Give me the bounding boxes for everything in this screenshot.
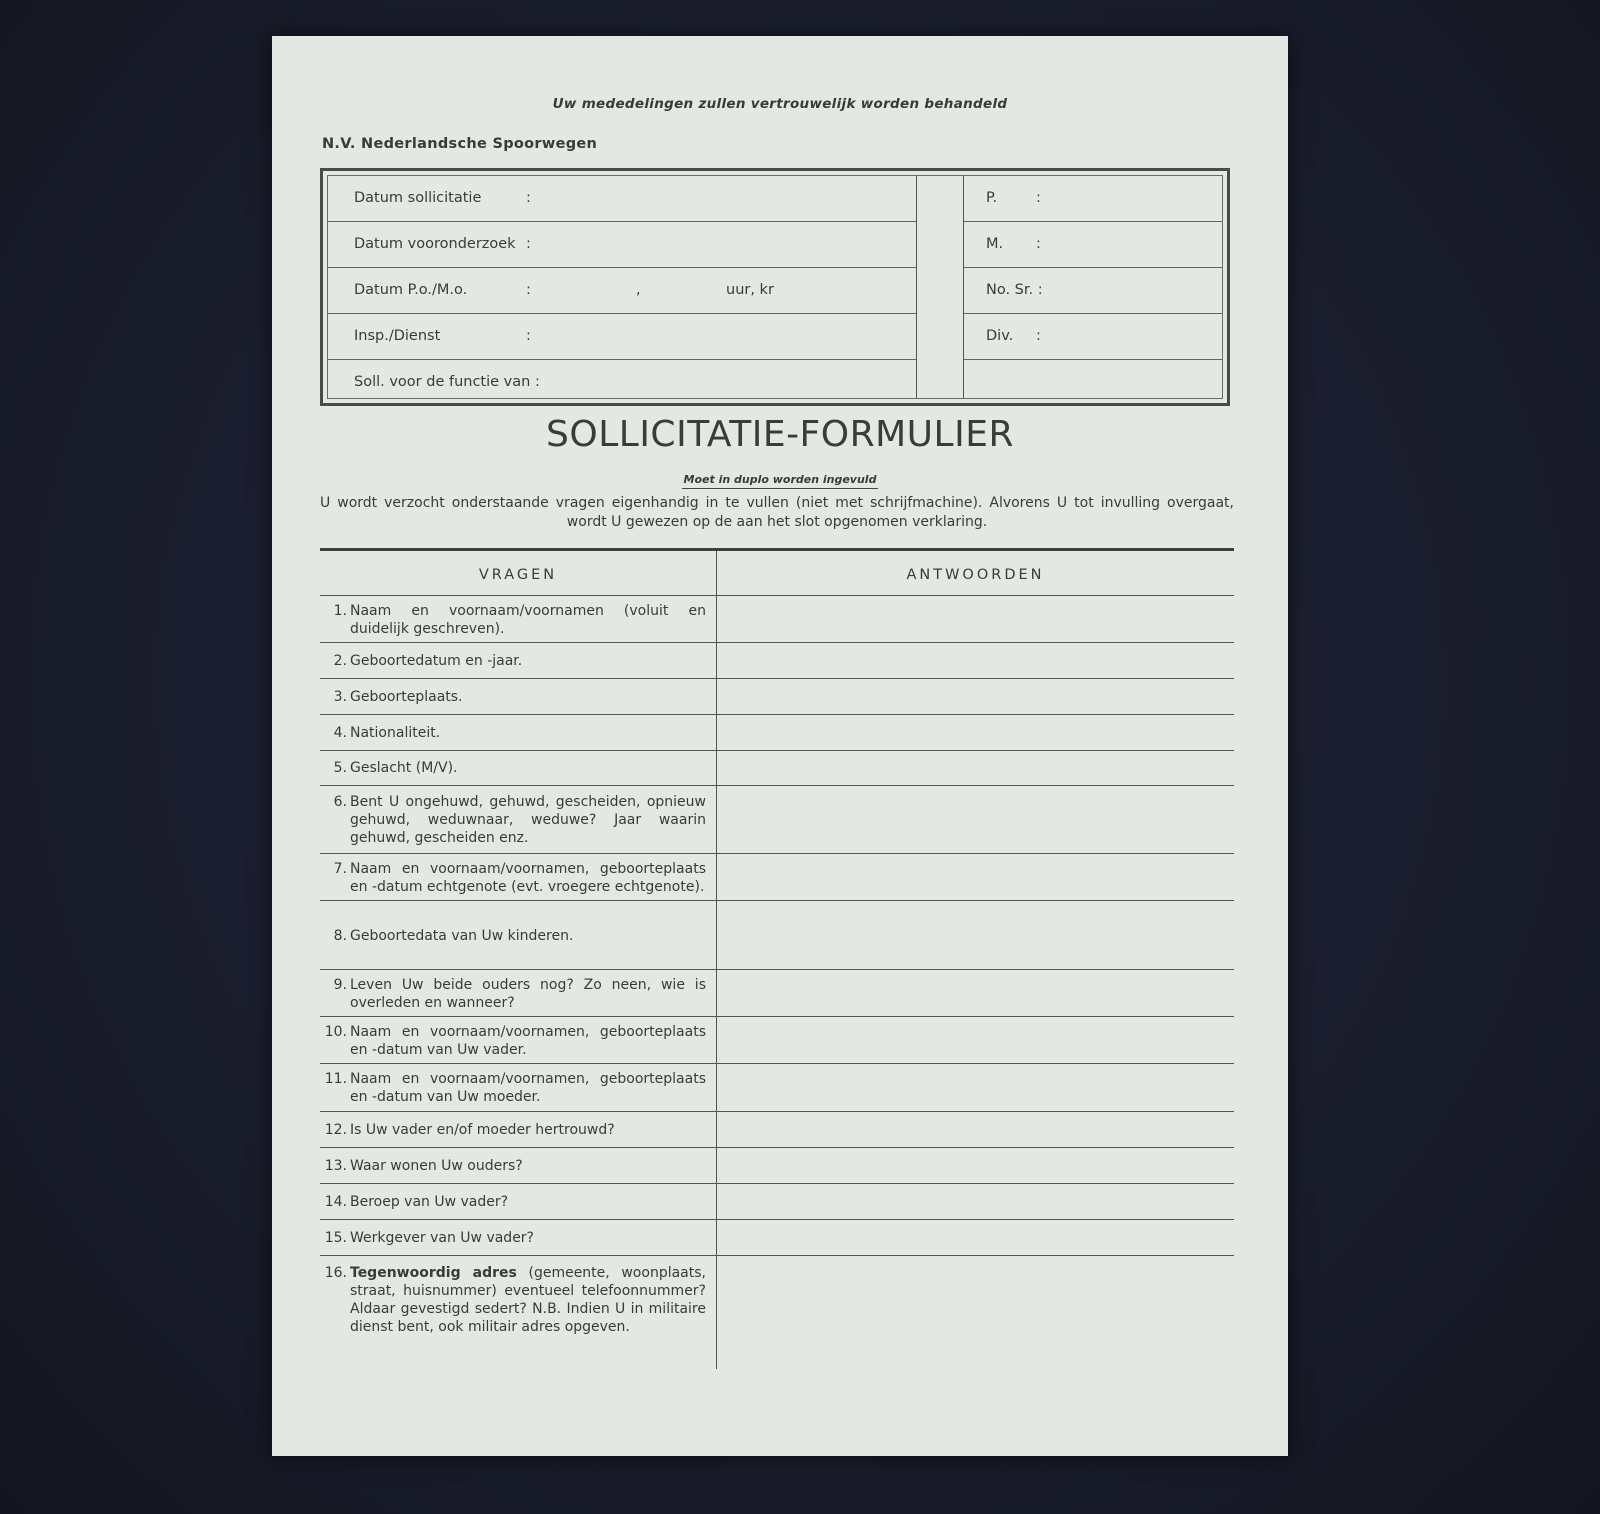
admin-label: P. [986,190,998,206]
admin-label: Datum P.o./M.o. [354,282,468,298]
admin-label: Div. [986,328,1014,344]
admin-label: No. Sr. : [986,282,1043,298]
answer-field-10[interactable] [717,1017,1234,1063]
admin-row-datum-sollicitatie[interactable] [328,176,916,222]
admin-row-insp-dienst[interactable] [328,314,916,360]
question-text-bold: Tegenwoordig adres [350,1265,517,1281]
admin-label: Soll. voor de functie van : [354,374,540,390]
question-text: Leven Uw beide ouders nog? Zo neen, wie is overleden en wanneer? [350,977,706,1011]
admin-row-empty[interactable] [964,360,1222,406]
answer-field-15[interactable] [717,1220,1234,1255]
answer-field-9[interactable] [717,970,1234,1016]
question-row-13 [320,1148,1234,1184]
admin-colon: : [526,328,531,344]
question-number: 6. [333,794,347,810]
question-row-3 [320,679,1234,715]
question-text: Is Uw vader en/of moeder hertrouwd? [350,1122,615,1138]
question-row-1 [320,596,1234,643]
admin-label: M. [986,236,1004,252]
question-row-6 [320,786,1234,854]
question-text [350,1264,706,1336]
question-text: Naam en voornaam/voornamen (voluit en duidelijk geschreven). [350,603,706,637]
question-row-5 [320,751,1234,786]
question-number: 8. [333,928,347,944]
company-name: N.V. Nederlandsche Spoorwegen [322,136,598,152]
answer-field-8[interactable] [717,901,1234,969]
admin-row-datum-po-mo[interactable] [328,268,916,314]
answer-field-14[interactable] [717,1184,1234,1219]
answer-field-2[interactable] [717,643,1234,678]
admin-label: Datum sollicitatie [354,190,482,206]
admin-left-section [328,176,917,398]
table-header [320,551,1234,596]
admin-row-div[interactable] [964,314,1222,360]
question-number: 1. [333,603,347,619]
header-vragen: VRAGEN [478,567,558,583]
question-text-rest: (gemeente, woonplaats, straat, huisnummer) eventueel telefoonnummer? Aldaar gevestigd sedert? N.B. Indien U in militaire dienst bent, ook militair adres opgeven. [350,1265,706,1335]
application-form-page [272,36,1288,1456]
question-text: Waar wonen Uw ouders? [350,1158,523,1174]
admin-row-m[interactable] [964,222,1222,268]
answer-field-12[interactable] [717,1112,1234,1147]
admin-colon: : [526,236,531,252]
question-text: Geboortedata van Uw kinderen. [350,928,574,944]
question-row-7 [320,854,1234,901]
question-number: 5. [333,760,347,776]
admin-colon: : [1036,190,1041,206]
question-number: 7. [333,861,347,877]
admin-label: Insp./Dienst [354,328,441,344]
admin-row-datum-vooronderzoek[interactable] [328,222,916,268]
admin-row-soll-functie[interactable] [328,360,916,406]
answer-field-7[interactable] [717,854,1234,900]
duplo-note: Moet in duplo worden ingevuld [682,473,879,489]
question-row-9 [320,970,1234,1017]
question-row-8 [320,901,1234,970]
question-text: Geboorteplaats. [350,689,463,705]
admin-colon: : [526,282,531,298]
question-number: 10. [324,1024,347,1040]
answer-field-6[interactable] [717,786,1234,853]
admin-colon: : [1036,328,1041,344]
admin-row-p[interactable] [964,176,1222,222]
admin-colon: : [1036,236,1041,252]
question-number: 12. [324,1122,347,1138]
question-row-15 [320,1220,1234,1256]
answer-field-5[interactable] [717,751,1234,785]
question-text: Werkgever van Uw vader? [350,1230,534,1246]
answer-field-4[interactable] [717,715,1234,750]
question-text: Naam en voornaam/voornamen, geboorteplaats en -datum van Uw vader. [350,1024,706,1058]
confidentiality-notice: Uw mededelingen zullen vertrouwelijk worden behandeld [552,96,1008,112]
question-number: 14. [324,1194,347,1210]
question-row-11 [320,1064,1234,1112]
question-number: 13. [324,1158,347,1174]
admin-uur-kr: uur, kr [726,282,774,298]
question-text: Beroep van Uw vader? [350,1194,509,1210]
admin-colon: : [526,190,531,206]
question-number: 15. [324,1230,347,1246]
question-text: Geslacht (M/V). [350,760,458,776]
intro-paragraph: U wordt verzocht onderstaande vragen eigenhandig in te vullen (niet met schrijfmachine). Alvorens U tot invulling overgaat, wordt U gewezen op de aan het slot opgenomen verklaring. [320,495,1234,530]
question-number: 3. [333,689,347,705]
question-text: Geboortedatum en -jaar. [350,653,523,669]
question-number: 4. [333,725,347,741]
questions-table [320,548,1234,1360]
admin-box [320,168,1230,406]
question-text: Naam en voornaam/voornamen, geboorteplaats en -datum echtgenote (evt. vroegere echtgenote). [350,861,706,895]
question-row-16 [320,1256,1234,1360]
answer-field-16[interactable] [717,1256,1234,1360]
question-number: 16. [324,1265,347,1281]
answer-field-13[interactable] [717,1148,1234,1183]
admin-right-section [964,176,1222,398]
admin-comma: , [636,282,641,298]
admin-row-no-sr[interactable] [964,268,1222,314]
question-number: 9. [333,977,347,993]
answer-field-3[interactable] [717,679,1234,714]
question-text: Bent U ongehuwd, gehuwd, gescheiden, opnieuw gehuwd, weduwnaar, weduwe? Jaar waarin gehuwd, gescheiden enz. [350,794,706,846]
question-row-14 [320,1184,1234,1220]
form-title: SOLLICITATIE-FORMULIER [546,414,1014,455]
admin-label: Datum vooronderzoek [354,236,516,252]
question-text: Naam en voornaam/voornamen, geboorteplaats en -datum van Uw moeder. [350,1071,706,1105]
question-text: Nationaliteit. [350,725,441,741]
question-row-2 [320,643,1234,679]
header-antwoorden: ANTWOORDEN [906,567,1045,583]
question-number: 2. [333,653,347,669]
answer-field-1[interactable] [717,596,1234,642]
form-subtitle [272,468,1288,487]
admin-gap-column [917,176,964,398]
question-number: 11. [324,1071,347,1087]
question-row-10 [320,1017,1234,1064]
question-row-12 [320,1112,1234,1148]
answer-field-11[interactable] [717,1064,1234,1111]
question-row-4 [320,715,1234,751]
